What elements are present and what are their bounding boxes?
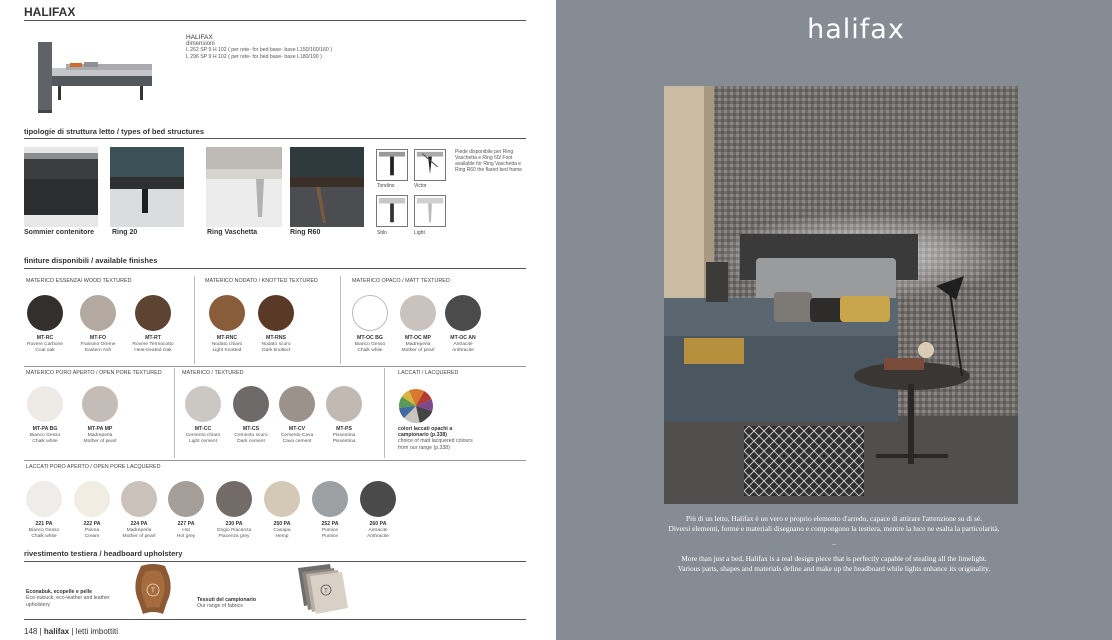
finish-name-it: Pissentina — [332, 433, 356, 438]
finish-swatch — [258, 295, 294, 331]
finish-code: MT-RNC — [216, 335, 238, 341]
leather-upholstery-block — [26, 589, 116, 608]
finish-name-en: Chalk white — [31, 534, 57, 539]
finish-swatch — [27, 386, 63, 422]
finish-name-it: Cemento scuro — [234, 433, 268, 438]
finish-code: MT-CS — [242, 426, 260, 432]
finish-name-en: Mother of pearl — [122, 534, 156, 539]
finishes-row-rule — [24, 460, 526, 461]
finish-swatch — [135, 295, 171, 331]
bedroom-photo — [664, 86, 1018, 504]
finish-name-en: Heat-treated Oak — [134, 348, 172, 353]
finish-code: MT-CV — [288, 426, 306, 432]
finish-code: 250 PA — [273, 521, 291, 527]
finish-code: MT-PA MP — [87, 426, 113, 432]
finish-swatch — [26, 481, 62, 517]
finish-name-en: Coal oak — [35, 348, 55, 353]
finish-name-it: Rovere Termocotto — [132, 342, 174, 347]
fabric-sample-book-image — [288, 564, 354, 614]
finish-code: 227 PA — [177, 521, 195, 527]
caption-italian-line-2: Diversi elementi, forme e materiali disegnano e compongono la testiera, mentre la luce ne esalta la particolarità. — [668, 524, 1000, 533]
structure-label-ring-r60: Ring R60 — [290, 229, 321, 236]
finish-name-it: Nodato chiaro — [211, 342, 243, 347]
foot-light-image — [414, 195, 446, 227]
lacquered-note-bold: colori laccati opachi a campionario (p.338) — [398, 426, 453, 439]
structure-ring20-image — [110, 147, 184, 227]
leather-upholstery-text: Eco-nubuck, eco-leather and leather upholstery — [26, 595, 110, 608]
finish-code: MT-RC — [36, 335, 54, 341]
finish-name-it: Madreperla — [126, 528, 152, 533]
header-rule — [24, 20, 526, 21]
finish-name-it: Antracite — [453, 342, 473, 347]
caption-english-line-2: Various parts, shapes and materials define and make up the headboard while lights enhance its originality. — [677, 564, 991, 573]
upholstery-title: rivestimento testiera / headboard upholstery — [24, 549, 183, 558]
finish-swatch — [74, 481, 110, 517]
footer-brand: halifax — [43, 627, 70, 636]
group-title-open-pore-lacquered: LACCATI PORO APERTO / OPEN PORE LACQUERED — [26, 464, 161, 470]
finish-name-it: Madreperla — [405, 342, 431, 347]
finish-code: MT-RT — [145, 335, 161, 341]
finish-swatch — [352, 295, 388, 331]
finish-name-en: Light cement — [188, 439, 217, 444]
foot-stilo-image — [376, 195, 408, 227]
finish-swatch — [209, 295, 245, 331]
finish-swatch — [326, 386, 362, 422]
finish-swatch — [264, 481, 300, 517]
finish-code: MT-OC AN — [450, 335, 476, 341]
bed-product-image — [30, 38, 160, 118]
finish-name-it: Nodato scuro — [261, 342, 291, 347]
finish-name-en: Chalk white — [32, 439, 58, 444]
finish-code: 222 PA — [83, 521, 101, 527]
finishes-title: finiture disponibili / available finishes — [24, 256, 158, 265]
finish-name-it: Canapa — [273, 528, 291, 533]
finish-name-en: Chalk white — [357, 348, 383, 353]
svg-text:T: T — [324, 588, 328, 595]
fabric-upholstery-bold: Tessuti del campionario — [197, 597, 256, 603]
finish-code: MT-OC BG — [357, 335, 383, 341]
finish-swatch — [185, 386, 221, 422]
caption-english-line-1: More than just a bed, Halifax is a real design piece that is perfectly capable of stealing all the limelight. — [681, 554, 987, 563]
svg-text:T: T — [150, 587, 156, 595]
finish-code: MT-PA BG — [32, 426, 58, 432]
foot-label-stilo: Stilo — [377, 230, 387, 236]
lacquered-note-text: choice of matt lacquered colours from our range (p.338) — [398, 438, 473, 451]
finish-code: 252 PA — [321, 521, 339, 527]
product-heading: HALIFAX — [24, 5, 76, 19]
finish-name-en: Anthracite — [366, 534, 390, 539]
finish-name-it: Bianco Gesso — [29, 433, 61, 438]
finish-name-en: Mother of pearl — [401, 348, 435, 353]
foot-label-light: Light — [414, 230, 425, 236]
leather-hide-icon — [133, 562, 173, 616]
finish-code: MT-FO — [89, 335, 107, 341]
finish-name-it: Hot — [182, 528, 190, 533]
structure-sommier-image — [24, 147, 98, 227]
finish-name-en: Dark cement — [237, 439, 265, 444]
finish-name-it: Cemento Cava — [280, 433, 314, 438]
finish-name-en: Hot grey — [176, 534, 196, 539]
finish-name-en: Dark knotted — [262, 348, 290, 353]
leather-upholstery-bold: Econabuk, ecopelle e pelle — [26, 589, 93, 595]
dimensions-line-2: L 296 SP 9 H 102 ( per rete- for bed base- base L180/190 ) — [186, 53, 322, 60]
lacquer-color-fan-image — [398, 388, 434, 424]
finish-name-en: Piacenza grey — [218, 534, 250, 539]
finish-code: 260 PA — [369, 521, 387, 527]
finish-name-en: Mother of pearl — [83, 439, 117, 444]
dimensions-block — [186, 34, 332, 60]
finish-name-en: Pissentina — [332, 439, 356, 444]
finish-code: 224 PA — [130, 521, 148, 527]
structure-ring-vaschetta-image — [206, 147, 282, 227]
dimensions-name: HALIFAX — [186, 34, 213, 41]
group-title-wood: MATERICO ESSENZA/ WOOD TEXTURED — [26, 278, 132, 284]
finish-swatch — [312, 481, 348, 517]
finish-code: MT-OC MP — [405, 335, 431, 341]
structure-label-sommier: Sommier contenitore — [24, 229, 95, 236]
dimensions-line-1: L 262 SP 9 H 102 ( per rete- for bed base- base L150/160/160 ) — [186, 47, 332, 54]
group-title-open-pore: MATERICO PORO APERTO / OPEN PORE TEXTURED — [26, 370, 162, 376]
finish-swatch — [445, 295, 481, 331]
dimensions-label: dimensioni — [186, 41, 215, 47]
finish-code: 230 PA — [225, 521, 243, 527]
collection-title: halifax — [807, 14, 905, 45]
finish-name-en: Pumice — [321, 534, 339, 539]
finish-swatch — [80, 295, 116, 331]
finish-swatch — [168, 481, 204, 517]
caption-separator: – — [832, 539, 836, 548]
finish-name-it: Panna — [84, 528, 100, 533]
lacquered-note — [398, 426, 518, 451]
finish-name-en: Cava cement — [282, 439, 312, 444]
finish-name-it: Frassino Oreme — [80, 342, 116, 347]
foot-label-victor: Victor — [414, 183, 427, 189]
finish-name-it: Antracite — [368, 528, 388, 533]
finish-name-en: Hemp — [275, 534, 289, 539]
finish-name-it: Madreperla — [87, 433, 113, 438]
finish-code: MT-CC — [194, 426, 212, 432]
finish-name-it: Bianco Gesso — [354, 342, 386, 347]
finish-name-it: Bianco Gesso — [28, 528, 60, 533]
finish-swatch — [121, 481, 157, 517]
foot-label-tondino: Tondino — [377, 183, 395, 189]
foot-tondino-image — [376, 149, 408, 181]
group-divider — [384, 368, 385, 458]
finish-code: MT-RNS — [266, 335, 286, 341]
structure-label-ring20: Ring 20 — [112, 229, 138, 236]
group-title-textured: MATERICO / TEXTURED — [182, 370, 244, 376]
footer-separator: | — [39, 627, 42, 636]
caption-italian-line-1: Più di un letto, Halifax è un vero e proprio elemento d'arredo, capace di attirare l'attenzione su di sé. — [686, 514, 982, 523]
finish-swatch — [279, 386, 315, 422]
footer-rule — [24, 619, 526, 620]
group-title-lacquered: LACCATI / LACQUERED — [398, 370, 459, 376]
structures-rule — [24, 138, 526, 139]
finish-name-en: Eastern Ash — [84, 348, 112, 353]
feet-availability-note: Piede disponibile per Ring Vaschetta e Ring 60/ Foot available for Ring Vaschetta e Ring R60 the flared bed frame — [455, 149, 522, 173]
structures-title: tipologie di struttura letto / types of bed structures — [24, 127, 205, 136]
finishes-rule — [24, 268, 526, 269]
fabric-upholstery-text: Our range of fabrics — [197, 603, 243, 610]
page-footer — [24, 627, 118, 636]
fabric-upholstery-block — [197, 597, 287, 610]
structure-label-ring-vaschetta: Ring Vaschetta — [207, 229, 258, 236]
finish-name-it: Rovere Carbone — [27, 342, 63, 347]
footer-category: | letti imbottiti — [71, 627, 119, 636]
foot-victor-image — [414, 149, 446, 181]
finish-name-it: Grigio Piacenza — [216, 528, 252, 533]
group-title-knotted: MATERICO NODATO / KNOTTED TEXTURED — [205, 278, 318, 284]
finish-swatch — [400, 295, 436, 331]
finish-swatch — [27, 295, 63, 331]
upholstery-rule — [24, 561, 526, 562]
finish-name-it: Pomice — [321, 528, 339, 533]
structure-ring-r60-image — [290, 147, 364, 227]
finish-name-en: Cream — [84, 534, 100, 539]
page-number: 148 — [24, 627, 38, 636]
finish-swatch — [360, 481, 396, 517]
finish-swatch — [233, 386, 269, 422]
finish-code: MT-PS — [336, 426, 352, 432]
finish-swatch — [82, 386, 118, 422]
group-title-matt: MATERICO OPACO / MATT TEXTURED — [352, 278, 450, 284]
finish-name-en: Anthracite — [451, 348, 475, 353]
finishes-row-rule — [24, 366, 526, 367]
finish-name-en: Light Knotted — [212, 348, 242, 353]
finish-swatch — [216, 481, 252, 517]
finish-code: 221 PA — [35, 521, 53, 527]
catalog-right-page — [556, 0, 1112, 640]
finish-name-it: Cemento chiaro — [185, 433, 221, 438]
group-divider — [194, 276, 195, 364]
